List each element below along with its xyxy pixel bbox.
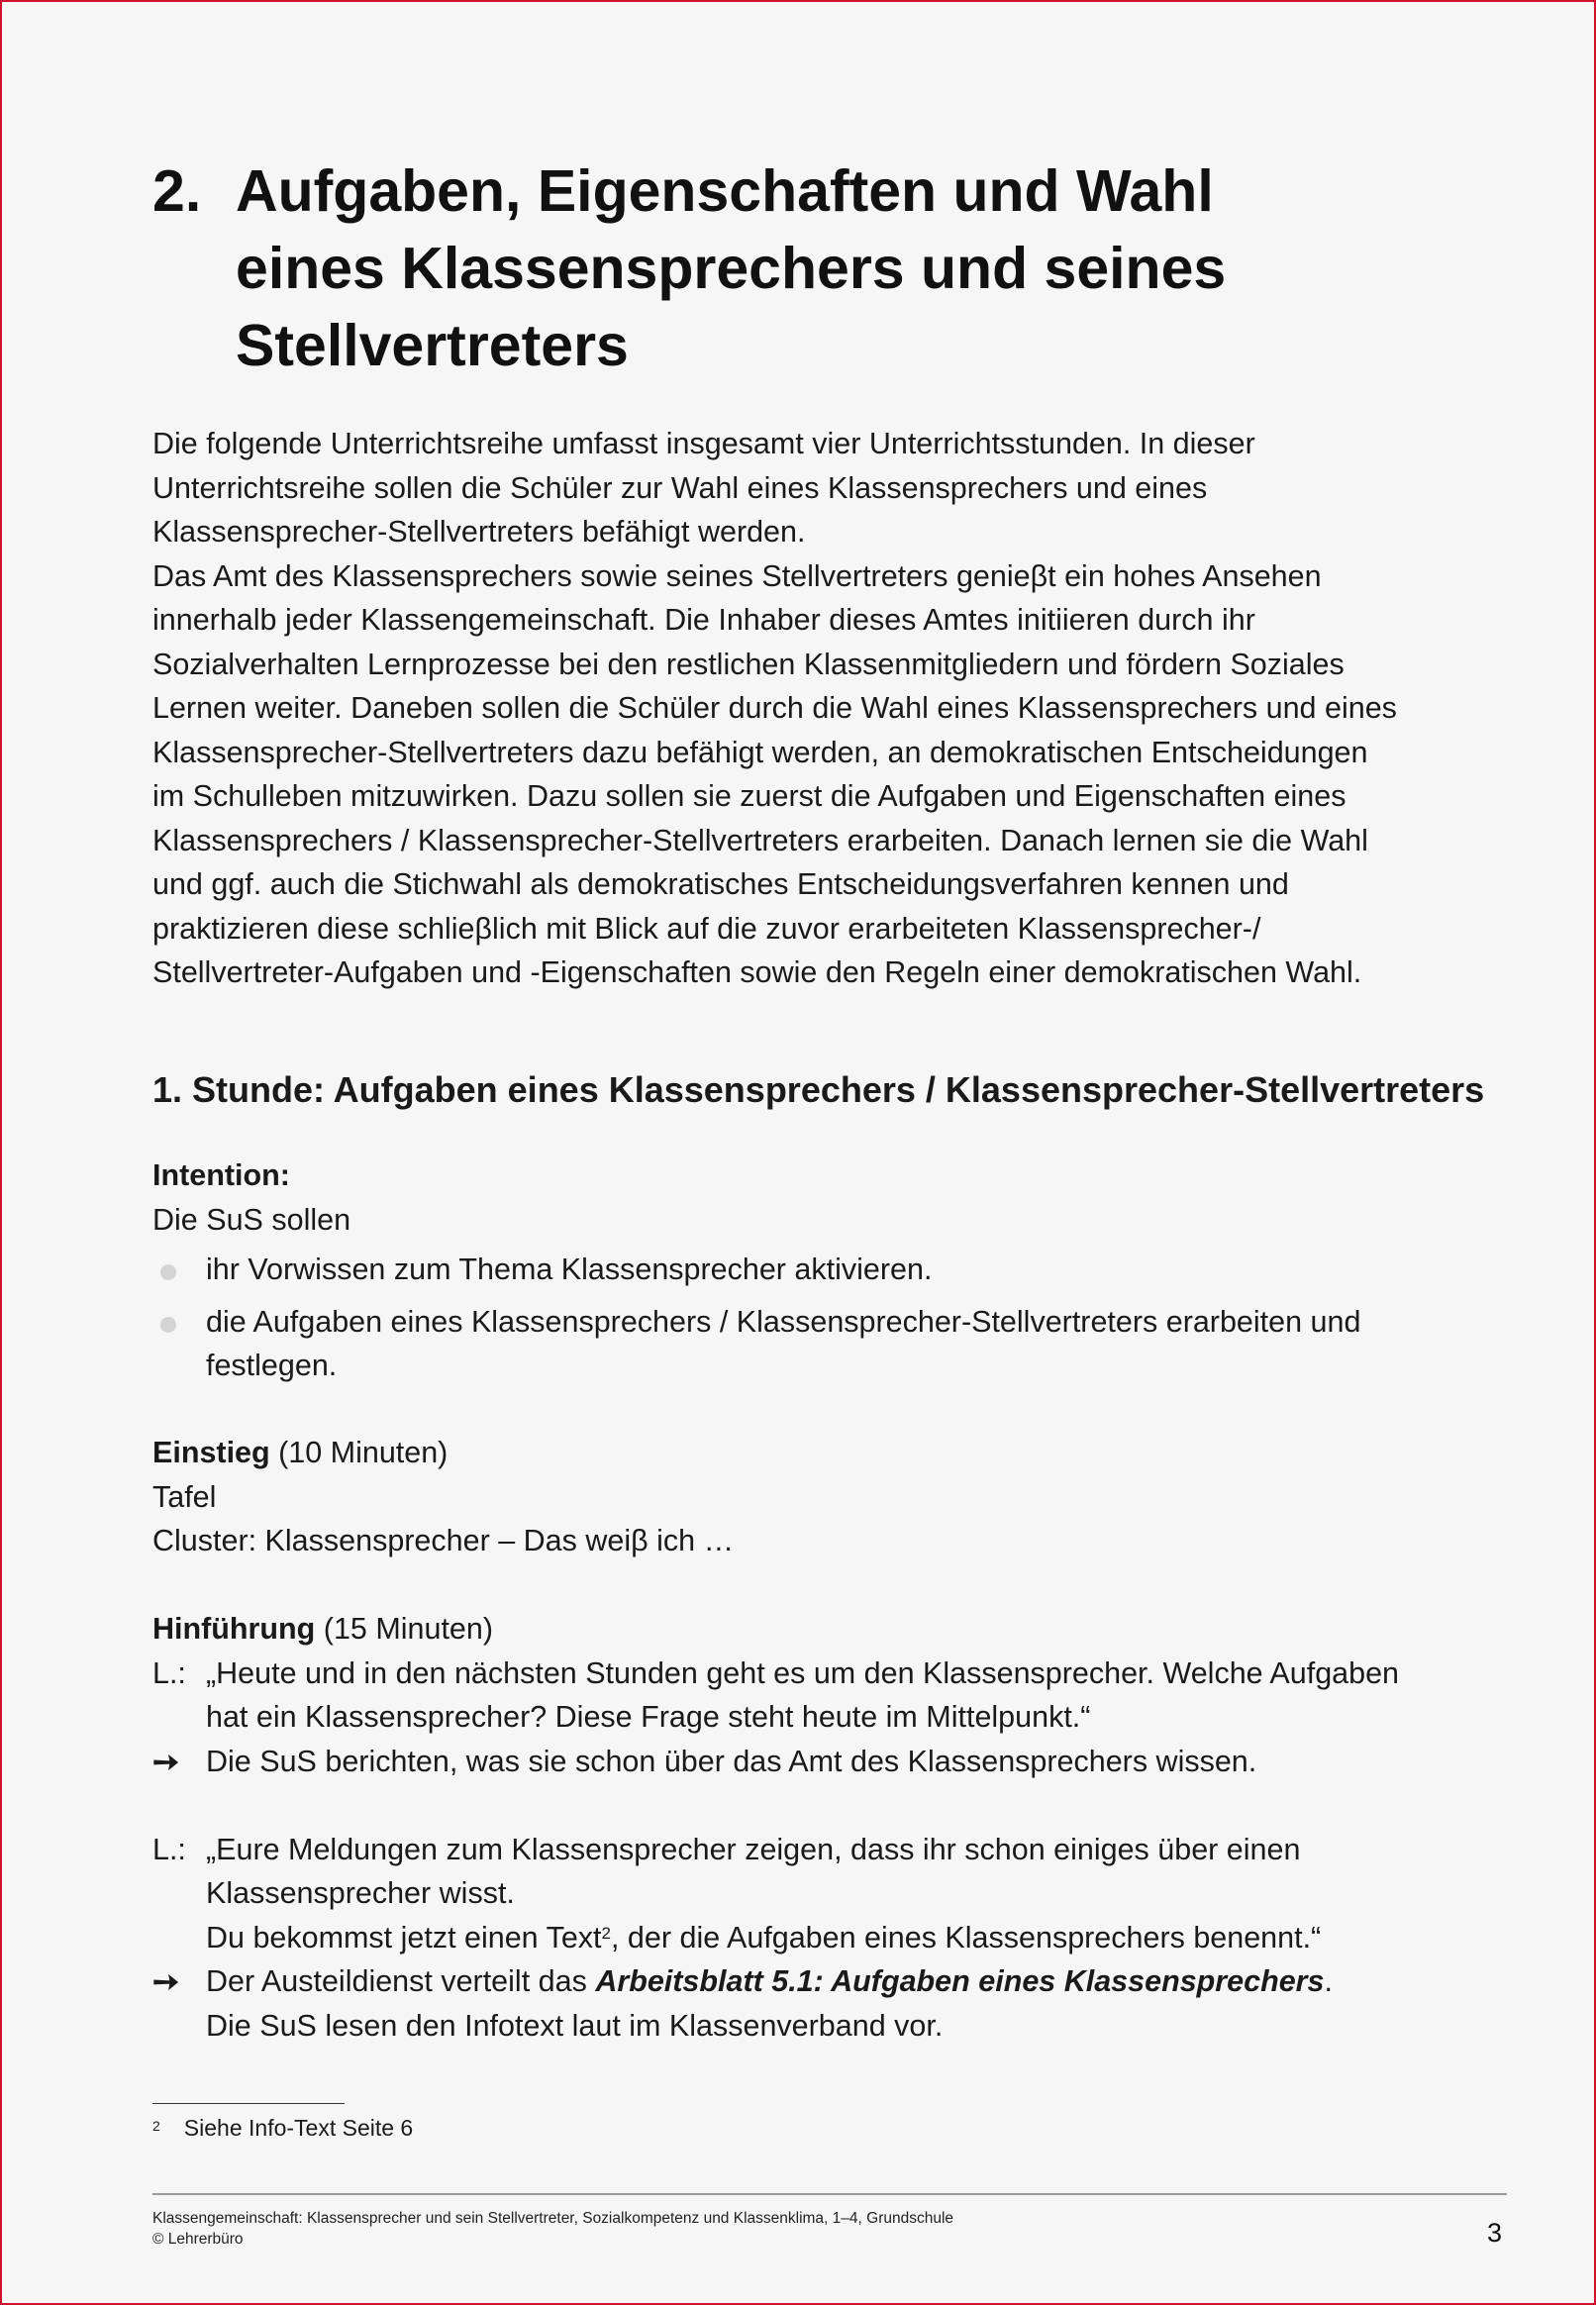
text-line: Stellvertreter-Aufgaben und -Eigenschaften sowie den Regeln einer demokratischen Wahl. bbox=[152, 955, 1362, 989]
text-line: Klassensprecher wisst. bbox=[206, 1876, 515, 1910]
footnote-reference: 2 bbox=[601, 1923, 611, 1943]
intention-label: Intention: bbox=[152, 1158, 290, 1192]
chapter-number: 2. bbox=[152, 158, 202, 224]
text-line: Die SuS berichten, was sie schon über das Amt des Klassensprechers wissen. bbox=[206, 1744, 1257, 1778]
footer bbox=[152, 2208, 953, 2250]
text-line: und ggf. auch die Stichwahl als demokratisches Entscheidungsverfahren kennen und bbox=[152, 867, 1289, 901]
arrow-right-icon: ➙ bbox=[152, 1963, 179, 1999]
text-line: hat ein Klassensprecher? Diese Frage steht heute im Mittelpunkt.“ bbox=[206, 1700, 1091, 1734]
footnote-number: 2 bbox=[152, 2118, 160, 2134]
einstieg-label: Einstieg bbox=[152, 1436, 270, 1469]
text-line: Die SuS lesen den Infotext laut im Klassenverband vor. bbox=[206, 2008, 944, 2043]
text-line: praktizieren diese schlieβlich mit Blick auf die zuvor erarbeiteten Klassensprecher-/ bbox=[152, 911, 1261, 946]
text-line: Das Amt des Klassensprechers sowie seines Stellvertreters genieβt ein hohes Ansehen bbox=[152, 558, 1322, 593]
intro-paragraph-2 bbox=[152, 554, 1509, 995]
hinfuehrung-section bbox=[152, 1607, 1509, 2048]
text-line: „Heute und in den nächsten Stunden geht es um den Klassensprecher. Welche Aufgaben bbox=[206, 1655, 1400, 1690]
teacher-label: L.: bbox=[152, 1832, 186, 1866]
text-line: . bbox=[1324, 1964, 1333, 1998]
einstieg-heading bbox=[152, 1431, 1509, 1475]
footnote-text: Siehe Info-Text Seite 6 bbox=[183, 2115, 414, 2141]
text-line: Du bekommst jetzt einen Text bbox=[206, 1920, 602, 1954]
text-line: Klassensprecher-Stellvertreters dazu befähigt werden, an demokratischen Entscheidungen bbox=[152, 735, 1368, 769]
bullet-icon bbox=[160, 1264, 176, 1280]
hinfuehrung-time: (15 Minuten) bbox=[315, 1612, 494, 1646]
bullet-text: die Aufgaben eines Klassensprechers / Klassensprecher-Stellvertreters erarbeiten und bbox=[206, 1304, 1361, 1339]
bullet-text: festlegen. bbox=[206, 1349, 338, 1382]
chapter-heading bbox=[152, 152, 1440, 384]
text-line: innerhalb jeder Klassengemeinschaft. Die Inhaber dieses Amtes initiieren durch ihr bbox=[152, 603, 1255, 637]
chapter-title-line: Stellvertreters bbox=[236, 313, 629, 378]
worksheet-reference: Arbeitsblatt 5.1: Aufgaben eines Klassensprechers bbox=[595, 1964, 1325, 1998]
lesson-title: 1. Stunde: Aufgaben eines Klassensprechers / Klassensprecher-Stellvertreters bbox=[152, 1069, 1485, 1110]
footnote bbox=[152, 2113, 413, 2143]
intention-section bbox=[152, 1153, 1509, 1388]
text-line: Klassensprecher-Stellvertreters befähigt werden. bbox=[152, 515, 806, 549]
text-line: Unterrichtsreihe sollen die Schüler zur Wahl eines Klassensprechers und eines bbox=[152, 470, 1208, 505]
intro-text bbox=[152, 422, 1509, 995]
footer-source: Klassengemeinschaft: Klassensprecher und sein Stellvertreter, Sozialkompetenz und Klassenklima, 1–4, Grundschule bbox=[152, 2210, 954, 2227]
einstieg-section bbox=[152, 1431, 1509, 1563]
list-item bbox=[152, 1248, 1509, 1292]
text-line: Lernen weiter. Daneben sollen die Schüler durch die Wahl eines Klassensprechers und eines bbox=[152, 691, 1397, 725]
einstieg-time: (10 Minuten) bbox=[269, 1436, 449, 1469]
student-action bbox=[152, 1959, 1509, 2048]
teacher-label: L.: bbox=[152, 1655, 186, 1690]
text-line: Cluster: Klassensprecher – Das weiβ ich … bbox=[152, 1524, 735, 1557]
hinfuehrung-heading bbox=[152, 1607, 1509, 1652]
text-line: , der die Aufgaben eines Klassensprechers benennt.“ bbox=[610, 1920, 1322, 1954]
chapter-title-line: Aufgaben, Eigenschaften und Wahl bbox=[236, 158, 1214, 224]
arrow-right-icon: ➙ bbox=[152, 1743, 179, 1779]
teacher-statement bbox=[152, 1652, 1509, 1740]
text-line: im Schulleben mitzuwirken. Dazu sollen sie zuerst die Aufgaben und Eigenschaften eines bbox=[152, 779, 1347, 813]
text-line: Die folgende Unterrichtsreihe umfasst insgesamt vier Unterrichtsstunden. In dieser bbox=[152, 427, 1255, 460]
text-line: Sozialverhalten Lernprozesse bei den restlichen Klassenmitgliedern und fördern Soziales bbox=[152, 647, 1345, 681]
chapter-title-line: eines Klassensprechers und seines bbox=[236, 236, 1227, 301]
student-action bbox=[152, 1740, 1509, 1784]
footer-copyright: © Lehrerbüro bbox=[152, 2231, 244, 2248]
bullet-icon bbox=[160, 1317, 176, 1333]
intention-lead: Die SuS sollen bbox=[152, 1202, 351, 1237]
intro-paragraph-1 bbox=[152, 422, 1509, 554]
footer-divider bbox=[152, 2193, 1507, 2195]
text-line: Der Austeildienst verteilt das bbox=[206, 1964, 596, 1998]
teacher-statement bbox=[152, 1828, 1509, 1960]
footnote-divider bbox=[152, 2103, 345, 2104]
hinfuehrung-label: Hinführung bbox=[152, 1612, 316, 1646]
text-line: Tafel bbox=[152, 1479, 217, 1514]
page-number: 3 bbox=[1487, 2218, 1503, 2248]
text-line: „Eure Meldungen zum Klassensprecher zeigen, dass ihr schon einiges über einen bbox=[206, 1832, 1301, 1866]
text-line: Klassensprechers / Klassensprecher-Stellvertreters erarbeiten. Danach lernen sie die Wahl bbox=[152, 823, 1368, 857]
bullet-text: ihr Vorwissen zum Thema Klassensprecher aktivieren. bbox=[206, 1253, 933, 1286]
list-item bbox=[152, 1300, 1509, 1388]
